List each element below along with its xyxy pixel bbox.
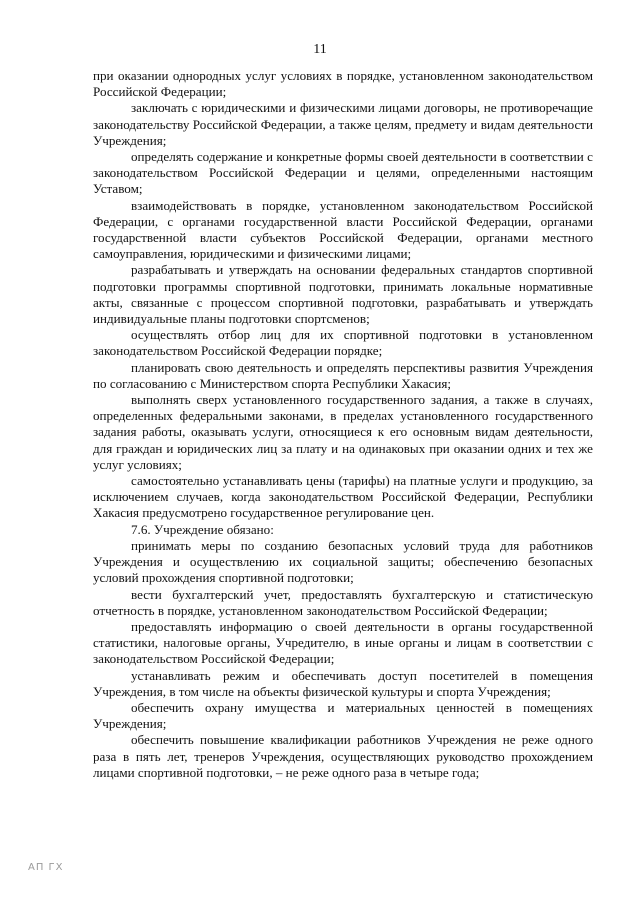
paragraph: принимать меры по созданию безопасных условий труда для работников Учреждения и осуществлению их социальной защиты; обеспечению безопасных условий прохождения спортивной подготовки; — [93, 537, 593, 586]
paragraph: самостоятельно устанавливать цены (тарифы) на платные услуги и продукцию, за исключением случаев, когда законодательством Российской Федерации, Республики Хакасия предусмотрено государственное регулирование цен. — [93, 473, 593, 521]
paragraph: обеспечить повышение квалификации работников Учреждения не реже одного раза в пять лет, тренеров Учреждения, осуществляющих руководство прохождением лицами спортивной подготовки, – не реже одного раза в четыре года; — [93, 732, 593, 780]
paragraph: выполнять сверх установленного государственного задания, а также в случаях, определенных федеральными законами, в пределах установленного государственного задания работы, оказывать услуги, относящиеся к его основным видам деятельности, для граждан и юридических лиц за плату и на одинаковых при оказании одних и тех же услуг условиях; — [93, 392, 593, 472]
section-heading: 7.6. Учреждение обязано: — [131, 521, 274, 537]
paragraph: при оказании однородных услуг условиях в порядке, установленном законодательством Российской Федерации; — [93, 68, 593, 100]
document-body — [93, 68, 593, 781]
paragraph: разрабатывать и утверждать на основании федеральных стандартов спортивной подготовки программы спортивной подготовки, принимать локальные нормативные акты, связанные с процессом спортивной подготовки, разрабатывать и утверждать индивидуальные планы подготовки спортсменов; — [93, 262, 593, 327]
paragraph: осуществлять отбор лиц для их спортивной подготовки в установленном законодательством Российской Федерации порядке; — [93, 327, 593, 359]
paragraph: обеспечить охрану имущества и материальных ценностей в помещениях Учреждения; — [93, 699, 593, 732]
paragraph: планировать свою деятельность и определять перспективы развития Учреждения по согласованию с Министерством спорта Республики Хакасия; — [93, 359, 593, 391]
paragraph: устанавливать режим и обеспечивать доступ посетителей в помещения Учреждения, в том числе на объекты физической культуры и спорта Учреждения; — [93, 667, 593, 699]
paragraph: заключать с юридическими и физическими лицами договоры, не противоречащие законодательству Российской Федерации, а также целям, предмету и видам деятельности Учреждения; — [93, 100, 593, 148]
paragraph: определять содержание и конкретные формы своей деятельности в соответствии с законодательством Российской Федерации и целями, определенными настоящим Уставом; — [93, 149, 593, 197]
footer-mark: АП ГХ — [28, 862, 64, 873]
page-number: 11 — [313, 42, 327, 57]
paragraph: вести бухгалтерский учет, предоставлять бухгалтерскую и статистическую отчетность в порядке, установленном законодательством Российской Федерации; — [93, 586, 593, 618]
paragraph: предоставлять информацию о своей деятельности в органы государственной статистики, налоговые органы, Учредителю, в иные органы и лицам в соответствии с законодательством Российской Федерации; — [93, 618, 593, 667]
paragraph: взаимодействовать в порядке, установленном законодательством Российской Федерации, с органами государственной власти Российской Федерации, органами государственной власти субъектов Российской Федерации, органами местного самоуправления, юридическими и физическими лицами; — [93, 197, 593, 262]
